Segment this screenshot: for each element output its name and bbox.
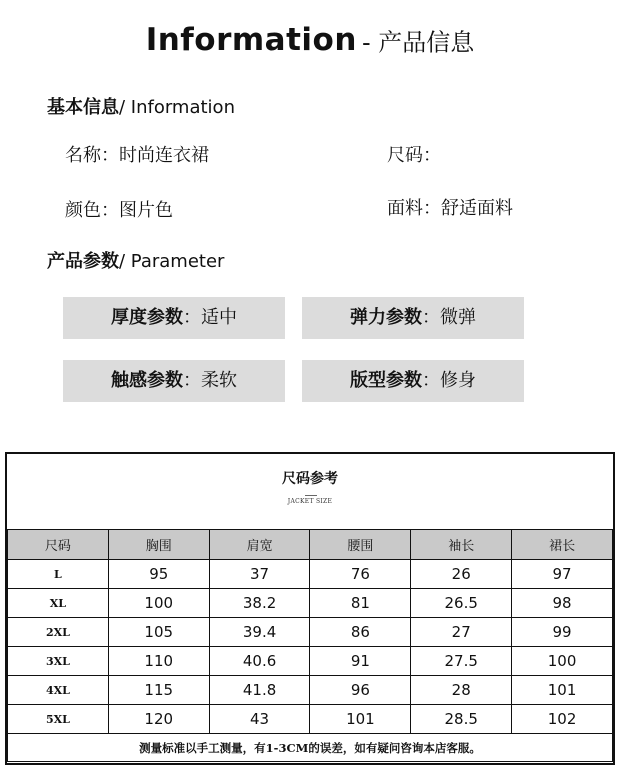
cell-shoulder: 37 [209, 560, 310, 589]
cell-shoulder: 41.8 [209, 676, 310, 705]
cell-sleeve: 28 [411, 676, 512, 705]
header-shoulder: 肩宽 [209, 530, 310, 560]
size-chart-title-divider [305, 495, 317, 496]
param-fit [302, 360, 524, 402]
cell-waist: 76 [310, 560, 411, 589]
cell-waist: 91 [310, 647, 411, 676]
product-fabric: 面料：舒适面料 [387, 198, 513, 219]
cell-shoulder: 39.4 [209, 618, 310, 647]
measurement-note: 测量标准以手工测量，有1-3CM的误差，如有疑问咨询本店客服。 [8, 734, 613, 762]
param-value: ：微弹 [422, 307, 476, 328]
product-color: 颜色：图片色 [65, 200, 173, 221]
product-size: 尺码： [387, 145, 441, 166]
size-table [7, 529, 613, 762]
title-chinese: - 产品信息 [362, 28, 475, 57]
cell-sleeve: 27 [411, 618, 512, 647]
param-thickness [63, 297, 285, 339]
table-row [8, 705, 613, 734]
cell-bust: 110 [108, 647, 209, 676]
cell-shoulder: 43 [209, 705, 310, 734]
param-elasticity [302, 297, 524, 339]
basic-info-heading-cn: 基本信息 [47, 97, 119, 118]
table-row [8, 676, 613, 705]
param-touch [63, 360, 285, 402]
basic-info-heading-en: / Information [119, 97, 235, 118]
cell-bust: 120 [108, 705, 209, 734]
size-chart-title: 尺码参考 [282, 471, 338, 487]
cell-size: L [8, 560, 109, 589]
cell-bust: 100 [108, 589, 209, 618]
header-bust: 胸围 [108, 530, 209, 560]
param-value: ：修身 [422, 370, 476, 391]
size-table-header-row [8, 530, 613, 560]
param-key: 厚度参数 [111, 307, 183, 328]
cell-shoulder: 40.6 [209, 647, 310, 676]
param-key: 触感参数 [111, 370, 183, 391]
cell-size: 4XL [8, 676, 109, 705]
cell-sleeve: 26.5 [411, 589, 512, 618]
cell-size: 5XL [8, 705, 109, 734]
cell-dress-length: 101 [512, 676, 613, 705]
header-dress-length: 裙长 [512, 530, 613, 560]
cell-waist: 101 [310, 705, 411, 734]
cell-sleeve: 26 [411, 560, 512, 589]
table-row [8, 589, 613, 618]
cell-size: XL [8, 589, 109, 618]
cell-dress-length: 102 [512, 705, 613, 734]
page-title [0, 22, 620, 58]
title-english: Information [145, 22, 357, 58]
param-key: 版型参数 [350, 370, 422, 391]
cell-dress-length: 98 [512, 589, 613, 618]
cell-bust: 115 [108, 676, 209, 705]
param-value: ：适中 [183, 307, 237, 328]
header-waist: 腰围 [310, 530, 411, 560]
size-chart-subtitle: JACKET SIZE [287, 498, 333, 505]
table-row [8, 647, 613, 676]
param-key: 弹力参数 [350, 307, 422, 328]
cell-bust: 105 [108, 618, 209, 647]
parameter-heading-cn: 产品参数 [47, 251, 119, 272]
param-value: ：柔软 [183, 370, 237, 391]
table-row [8, 560, 613, 589]
cell-waist: 86 [310, 618, 411, 647]
cell-bust: 95 [108, 560, 209, 589]
cell-waist: 81 [310, 589, 411, 618]
header-size: 尺码 [8, 530, 109, 560]
cell-sleeve: 27.5 [411, 647, 512, 676]
size-chart [5, 452, 615, 765]
product-name: 名称：时尚连衣裙 [65, 145, 209, 166]
parameter-heading [47, 247, 224, 273]
cell-dress-length: 99 [512, 618, 613, 647]
parameter-heading-en: / Parameter [119, 251, 225, 272]
basic-info-heading [47, 93, 235, 119]
cell-dress-length: 97 [512, 560, 613, 589]
header-sleeve: 袖长 [411, 530, 512, 560]
cell-size: 2XL [8, 618, 109, 647]
size-table-note-row [8, 734, 613, 762]
cell-size: 3XL [8, 647, 109, 676]
cell-shoulder: 38.2 [209, 589, 310, 618]
table-row [8, 618, 613, 647]
cell-dress-length: 100 [512, 647, 613, 676]
cell-waist: 96 [310, 676, 411, 705]
cell-sleeve: 28.5 [411, 705, 512, 734]
